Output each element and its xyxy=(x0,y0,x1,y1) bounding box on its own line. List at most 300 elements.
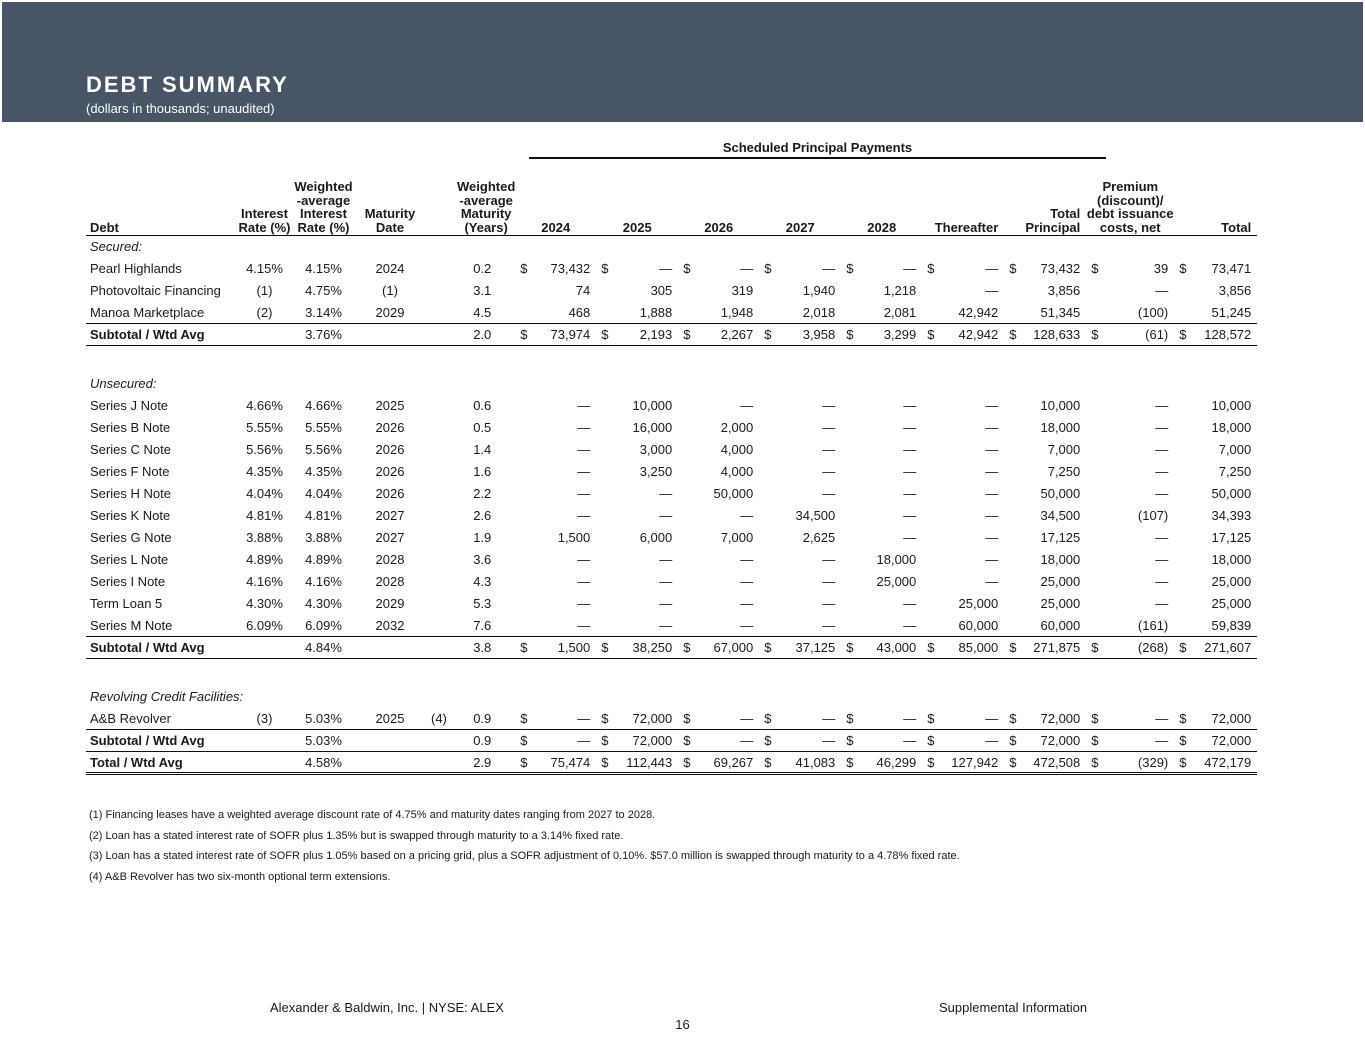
total-principal-value: 50,000 xyxy=(1040,486,1081,501)
currency-symbol: $ xyxy=(1009,640,1017,655)
payment-thereafter xyxy=(922,708,1004,730)
debt-name: Series C Note xyxy=(90,442,171,457)
table-row xyxy=(86,505,1257,527)
spacer-cell xyxy=(86,346,1257,373)
premium-discount-value: (61) xyxy=(1145,327,1169,342)
premium-discount-value: 39 xyxy=(1153,261,1169,276)
weighted-rate: 4.66% xyxy=(305,398,342,413)
maturity-note xyxy=(427,280,459,302)
row-total-value: 72,000 xyxy=(1211,710,1252,726)
payment-p2024-value: 468 xyxy=(568,304,591,320)
payment-thereafter xyxy=(922,302,1004,324)
payment-p2028-value: 46,299 xyxy=(876,754,917,770)
payment-p2028 xyxy=(841,637,922,659)
section-header-row xyxy=(86,236,1257,258)
maturity-date: 2029 xyxy=(375,304,405,320)
maturity-date: 2024 xyxy=(375,261,405,276)
table-row xyxy=(86,417,1257,439)
row-total-value: 18,000 xyxy=(1211,552,1252,567)
interest-rate: 4.15% xyxy=(246,261,283,276)
payment-p2025-value: 3,250 xyxy=(639,464,673,479)
section-header-row xyxy=(86,686,1257,708)
total-principal-value: 3,856 xyxy=(1047,283,1081,298)
payment-p2028-value: — xyxy=(903,596,917,611)
premium-discount xyxy=(1086,417,1174,439)
maturity-note xyxy=(427,593,459,615)
payment-p2028-value: 18,000 xyxy=(876,552,917,567)
payment-p2028 xyxy=(841,615,922,637)
row-total xyxy=(1174,505,1257,527)
payment-p2026 xyxy=(678,527,759,549)
weighted-maturity: 1.4 xyxy=(473,442,492,457)
payment-p2025 xyxy=(596,571,678,593)
weighted-rate: 4.16% xyxy=(305,574,342,589)
row-total-value: 18,000 xyxy=(1211,420,1252,435)
payment-p2028-value: 2,081 xyxy=(883,304,917,320)
premium-discount-value: — xyxy=(1155,486,1169,501)
weighted-rate: 6.09% xyxy=(305,617,342,633)
table-row xyxy=(86,395,1257,417)
currency-symbol: $ xyxy=(1009,327,1017,342)
debt-name: Series J Note xyxy=(90,398,169,413)
row-total xyxy=(1174,637,1257,659)
weighted-rate: 4.84% xyxy=(294,637,353,659)
payment-p2028 xyxy=(841,549,922,571)
payment-thereafter xyxy=(922,571,1004,593)
col-header-weighted-rate: Weighted -average Interest Rate (%) xyxy=(294,160,353,236)
payment-p2027-value: 1,940 xyxy=(802,283,836,298)
payment-thereafter xyxy=(922,324,1004,346)
payment-p2027-value: 2,625 xyxy=(802,530,836,545)
payment-p2026 xyxy=(678,439,759,461)
premium-discount xyxy=(1086,280,1174,302)
total-principal xyxy=(1004,461,1086,483)
premium-discount-value: — xyxy=(1155,552,1169,567)
maturity-date: 2025 xyxy=(375,398,405,413)
payment-p2024 xyxy=(515,439,596,461)
payment-p2025 xyxy=(596,280,678,302)
payment-p2024-value: — xyxy=(577,464,591,479)
col-header-total-principal: Total Principal xyxy=(1004,160,1086,236)
weighted-maturity: 0.5 xyxy=(473,420,492,435)
payment-p2026-value: 69,267 xyxy=(713,754,754,770)
payment-p2025 xyxy=(596,324,678,346)
payment-p2027-value: — xyxy=(822,617,836,633)
premium-discount xyxy=(1086,593,1174,615)
total-principal xyxy=(1004,505,1086,527)
col-header-total: Total xyxy=(1174,160,1257,236)
premium-discount xyxy=(1086,439,1174,461)
payment-p2026-value: — xyxy=(740,508,754,523)
total-principal xyxy=(1004,549,1086,571)
maturity-note xyxy=(427,461,459,483)
payment-thereafter xyxy=(922,527,1004,549)
debt-name: Series G Note xyxy=(90,530,172,545)
currency-symbol: $ xyxy=(601,754,609,770)
payment-thereafter-value: — xyxy=(985,261,999,276)
payment-p2026-value: 4,000 xyxy=(720,442,754,457)
interest-rate: (1) xyxy=(256,283,273,298)
weighted-rate: 3.76% xyxy=(294,324,353,346)
currency-symbol: $ xyxy=(846,710,854,726)
currency-symbol: $ xyxy=(1009,261,1017,276)
payment-p2025-value: — xyxy=(659,508,673,523)
debt-name: Series F Note xyxy=(90,464,170,479)
payment-p2027-value: — xyxy=(822,464,836,479)
payment-p2027 xyxy=(759,302,841,324)
maturity-note xyxy=(427,527,459,549)
row-total xyxy=(1174,439,1257,461)
payment-p2024 xyxy=(515,549,596,571)
section-spacer xyxy=(86,659,1257,686)
premium-discount xyxy=(1086,483,1174,505)
header-banner xyxy=(2,2,1363,122)
debt-name: Subtotal / Wtd Avg xyxy=(86,730,235,752)
payment-p2028 xyxy=(841,439,922,461)
weighted-maturity: 2.0 xyxy=(459,324,515,346)
payment-p2026-value: — xyxy=(740,398,754,413)
payment-p2028 xyxy=(841,730,922,752)
payment-p2025-value: — xyxy=(659,261,673,276)
payment-p2028-value: — xyxy=(903,617,917,633)
payment-p2025-value: 305 xyxy=(650,283,673,298)
payment-p2027 xyxy=(759,752,841,774)
payment-thereafter xyxy=(922,637,1004,659)
payment-thereafter xyxy=(922,615,1004,637)
total-principal xyxy=(1004,708,1086,730)
total-principal xyxy=(1004,395,1086,417)
payment-p2025-value: 72,000 xyxy=(632,710,673,726)
maturity-date: 2027 xyxy=(375,530,405,545)
payment-p2024-value: — xyxy=(577,552,591,567)
maturity-date: 2026 xyxy=(375,464,405,479)
total-principal xyxy=(1004,527,1086,549)
table-row xyxy=(86,708,1257,730)
total-row xyxy=(86,752,1257,774)
payment-p2026-value: 1,948 xyxy=(720,304,754,320)
payment-p2026 xyxy=(678,593,759,615)
payment-p2026-value: — xyxy=(740,617,754,633)
premium-discount-value: (268) xyxy=(1137,640,1169,655)
debt-name: Pearl Highlands xyxy=(90,261,182,276)
payment-p2027-value: — xyxy=(822,552,836,567)
payment-p2024 xyxy=(515,461,596,483)
footer-company: Alexander & Baldwin, Inc. | NYSE: ALEX xyxy=(270,1000,504,1015)
payment-p2025-value: 38,250 xyxy=(632,640,673,655)
row-total-value: 7,000 xyxy=(1218,442,1252,457)
interest-rate: 4.81% xyxy=(246,508,283,523)
payment-p2025-value: — xyxy=(659,486,673,501)
currency-symbol: $ xyxy=(683,261,691,276)
currency-symbol: $ xyxy=(683,327,691,342)
col-header-2024: 2024 xyxy=(515,160,596,236)
page-subtitle: (dollars in thousands; unaudited) xyxy=(86,101,275,116)
payment-p2024-value: — xyxy=(577,617,591,633)
premium-discount xyxy=(1086,615,1174,637)
payment-p2026-value: — xyxy=(740,733,754,748)
payment-p2024-value: 73,432 xyxy=(550,261,591,276)
payment-p2027 xyxy=(759,549,841,571)
payment-p2024-value: 74 xyxy=(575,283,591,298)
payment-p2024-value: — xyxy=(577,486,591,501)
payment-p2025-value: 2,193 xyxy=(639,327,673,342)
row-total xyxy=(1174,324,1257,346)
payment-p2025 xyxy=(596,527,678,549)
row-total xyxy=(1174,549,1257,571)
interest-rate: 5.55% xyxy=(246,420,283,435)
debt-name: Manoa Marketplace xyxy=(90,304,205,320)
debt-name: Series B Note xyxy=(90,420,171,435)
total-principal xyxy=(1004,615,1086,637)
currency-symbol: $ xyxy=(520,261,528,276)
payment-p2027-value: — xyxy=(822,710,836,726)
payment-thereafter xyxy=(922,549,1004,571)
payment-p2024 xyxy=(515,483,596,505)
payment-p2028-value: 1,218 xyxy=(883,283,917,298)
row-total xyxy=(1174,417,1257,439)
premium-discount xyxy=(1086,708,1174,730)
premium-discount-value: — xyxy=(1155,710,1169,726)
currency-symbol: $ xyxy=(520,754,528,770)
section-label: Secured: xyxy=(90,239,143,255)
interest-rate: 4.16% xyxy=(246,574,283,589)
payment-p2027 xyxy=(759,280,841,302)
row-total xyxy=(1174,730,1257,752)
total-principal-value: 7,250 xyxy=(1047,464,1081,479)
maturity-date: (1) xyxy=(382,283,398,298)
payment-p2024 xyxy=(515,730,596,752)
total-principal xyxy=(1004,258,1086,280)
debt-name: Term Loan 5 xyxy=(90,596,163,611)
payment-thereafter-value: — xyxy=(985,398,999,413)
currency-symbol: $ xyxy=(764,733,772,748)
payment-p2027-value: — xyxy=(822,442,836,457)
payment-p2026 xyxy=(678,708,759,730)
payment-p2024-value: — xyxy=(577,508,591,523)
maturity-note xyxy=(427,549,459,571)
payment-thereafter xyxy=(922,593,1004,615)
maturity-note xyxy=(427,505,459,527)
payment-p2026 xyxy=(678,615,759,637)
payment-p2025-value: 16,000 xyxy=(632,420,673,435)
total-principal-value: 472,508 xyxy=(1033,754,1081,770)
row-total-value: 25,000 xyxy=(1211,596,1252,611)
currency-symbol: $ xyxy=(683,640,691,655)
premium-discount-value: — xyxy=(1155,596,1169,611)
currency-symbol: $ xyxy=(764,640,772,655)
payment-p2025 xyxy=(596,752,678,774)
weighted-maturity: 3.6 xyxy=(473,552,492,567)
currency-symbol: $ xyxy=(520,640,528,655)
maturity-date: 2032 xyxy=(375,617,405,633)
payment-p2025 xyxy=(596,483,678,505)
payment-thereafter xyxy=(922,395,1004,417)
total-principal xyxy=(1004,302,1086,324)
payment-p2028-value: — xyxy=(903,464,917,479)
payment-p2024 xyxy=(515,395,596,417)
total-principal xyxy=(1004,571,1086,593)
payment-p2025-value: 1,888 xyxy=(639,304,673,320)
payment-p2024-value: 1,500 xyxy=(557,530,591,545)
payment-p2026 xyxy=(678,417,759,439)
weighted-rate: 5.03% xyxy=(294,730,353,752)
interest-rate: (2) xyxy=(256,304,273,320)
premium-discount-value: (329) xyxy=(1137,754,1169,770)
premium-discount xyxy=(1086,302,1174,324)
premium-discount-value: — xyxy=(1155,733,1169,748)
payment-p2026-value: — xyxy=(740,710,754,726)
payment-thereafter-value: — xyxy=(985,733,999,748)
currency-symbol: $ xyxy=(1009,733,1017,748)
debt-name: Series L Note xyxy=(90,552,169,567)
col-header-premium: Premium (discount)/ debt issuance costs, net xyxy=(1086,160,1174,236)
interest-rate: 6.09% xyxy=(246,617,283,633)
payment-p2026 xyxy=(678,258,759,280)
total-principal xyxy=(1004,417,1086,439)
currency-symbol: $ xyxy=(846,733,854,748)
currency-symbol: $ xyxy=(1179,710,1187,726)
currency-symbol: $ xyxy=(764,327,772,342)
payment-p2024 xyxy=(515,505,596,527)
maturity-date xyxy=(353,752,427,774)
weighted-maturity: 0.9 xyxy=(459,730,515,752)
payment-thereafter-value: 60,000 xyxy=(958,617,999,633)
row-total xyxy=(1174,461,1257,483)
payment-thereafter-value: — xyxy=(985,283,999,298)
weighted-maturity: 3.8 xyxy=(459,637,515,659)
scheduled-payments-header: Scheduled Principal Payments xyxy=(722,140,913,155)
payment-p2025-value: 6,000 xyxy=(639,530,673,545)
total-principal-value: 128,633 xyxy=(1033,327,1081,342)
weighted-rate: 5.55% xyxy=(305,420,342,435)
row-total-value: 25,000 xyxy=(1211,574,1252,589)
total-principal-value: 17,125 xyxy=(1040,530,1081,545)
debt-name: Total / Wtd Avg xyxy=(86,752,235,774)
payment-p2027-value: 34,500 xyxy=(795,508,836,523)
currency-symbol: $ xyxy=(927,261,935,276)
payment-p2025-value: 72,000 xyxy=(632,733,673,748)
payment-p2025 xyxy=(596,395,678,417)
payment-p2025 xyxy=(596,505,678,527)
weighted-rate: 4.30% xyxy=(305,596,342,611)
weighted-rate: 4.35% xyxy=(305,464,342,479)
maturity-date: 2028 xyxy=(375,552,405,567)
total-principal xyxy=(1004,752,1086,774)
maturity-note xyxy=(427,439,459,461)
currency-symbol: $ xyxy=(764,754,772,770)
interest-rate: 4.35% xyxy=(246,464,283,479)
weighted-maturity: 0.9 xyxy=(473,710,492,726)
col-header-weighted-maturity: Weighted -average Maturity (Years) xyxy=(427,160,515,236)
payment-p2026-value: 50,000 xyxy=(713,486,754,501)
payment-thereafter-value: — xyxy=(985,464,999,479)
weighted-maturity: 2.2 xyxy=(473,486,492,501)
total-principal-value: 25,000 xyxy=(1040,596,1081,611)
weighted-rate: 4.04% xyxy=(305,486,342,501)
payment-thereafter-value: — xyxy=(985,552,999,567)
payment-thereafter xyxy=(922,461,1004,483)
currency-symbol: $ xyxy=(601,733,609,748)
payment-p2028 xyxy=(841,505,922,527)
row-total xyxy=(1174,483,1257,505)
maturity-note xyxy=(427,483,459,505)
payment-p2028 xyxy=(841,258,922,280)
currency-symbol: $ xyxy=(1179,261,1187,276)
maturity-date: 2026 xyxy=(375,486,405,501)
premium-discount xyxy=(1086,752,1174,774)
row-total-value: 51,245 xyxy=(1211,304,1252,320)
payment-thereafter xyxy=(922,417,1004,439)
payment-p2026 xyxy=(678,571,759,593)
payment-p2027 xyxy=(759,417,841,439)
payment-p2026-value: 4,000 xyxy=(720,464,754,479)
payment-p2026-value: 2,000 xyxy=(720,420,754,435)
currency-symbol: $ xyxy=(520,710,528,726)
payment-p2024 xyxy=(515,571,596,593)
maturity-note xyxy=(427,395,459,417)
payment-p2027-value: — xyxy=(822,398,836,413)
currency-symbol: $ xyxy=(1091,327,1099,342)
row-total-value: 7,250 xyxy=(1218,464,1252,479)
weighted-rate: 4.81% xyxy=(305,508,342,523)
footnote-4: (4) A&B Revolver has two six-month optional term extensions. xyxy=(89,871,391,884)
payment-thereafter-value: — xyxy=(985,508,999,523)
payment-p2026 xyxy=(678,483,759,505)
payment-p2025 xyxy=(596,461,678,483)
subtotal-row xyxy=(86,637,1257,659)
payment-p2026-value: 67,000 xyxy=(713,640,754,655)
debt-name: Series K Note xyxy=(90,508,171,523)
weighted-maturity: 3.1 xyxy=(473,283,492,298)
row-total-value: 10,000 xyxy=(1211,398,1252,413)
currency-symbol: $ xyxy=(683,733,691,748)
payment-p2024-value: — xyxy=(577,710,591,726)
debt-name: Photovoltaic Financing xyxy=(90,283,221,298)
payment-p2024 xyxy=(515,752,596,774)
maturity-date xyxy=(353,730,427,752)
maturity-note xyxy=(427,258,459,280)
total-principal-value: 51,345 xyxy=(1040,304,1081,320)
payment-p2027-value: 2,018 xyxy=(802,304,836,320)
payment-thereafter-value: — xyxy=(985,574,999,589)
payment-p2025 xyxy=(596,258,678,280)
premium-discount xyxy=(1086,324,1174,346)
currency-symbol: $ xyxy=(927,710,935,726)
maturity-note xyxy=(427,324,459,346)
total-principal xyxy=(1004,483,1086,505)
payment-p2025 xyxy=(596,637,678,659)
payment-p2027 xyxy=(759,461,841,483)
maturity-date: 2026 xyxy=(375,442,405,457)
premium-discount xyxy=(1086,461,1174,483)
payment-p2025 xyxy=(596,302,678,324)
maturity-note xyxy=(427,571,459,593)
payment-thereafter-value: 42,942 xyxy=(958,327,999,342)
premium-discount-value: (100) xyxy=(1137,304,1169,320)
payment-p2025-value: — xyxy=(659,617,673,633)
maturity-note: (4) xyxy=(431,710,447,726)
currency-symbol: $ xyxy=(1179,733,1187,748)
total-principal xyxy=(1004,280,1086,302)
payment-p2028-value: — xyxy=(903,508,917,523)
table-row xyxy=(86,571,1257,593)
interest-rate xyxy=(235,324,294,346)
table-header-row xyxy=(86,160,1257,236)
weighted-rate: 5.03% xyxy=(305,710,342,726)
currency-symbol: $ xyxy=(927,327,935,342)
currency-symbol: $ xyxy=(846,640,854,655)
currency-symbol: $ xyxy=(601,640,609,655)
